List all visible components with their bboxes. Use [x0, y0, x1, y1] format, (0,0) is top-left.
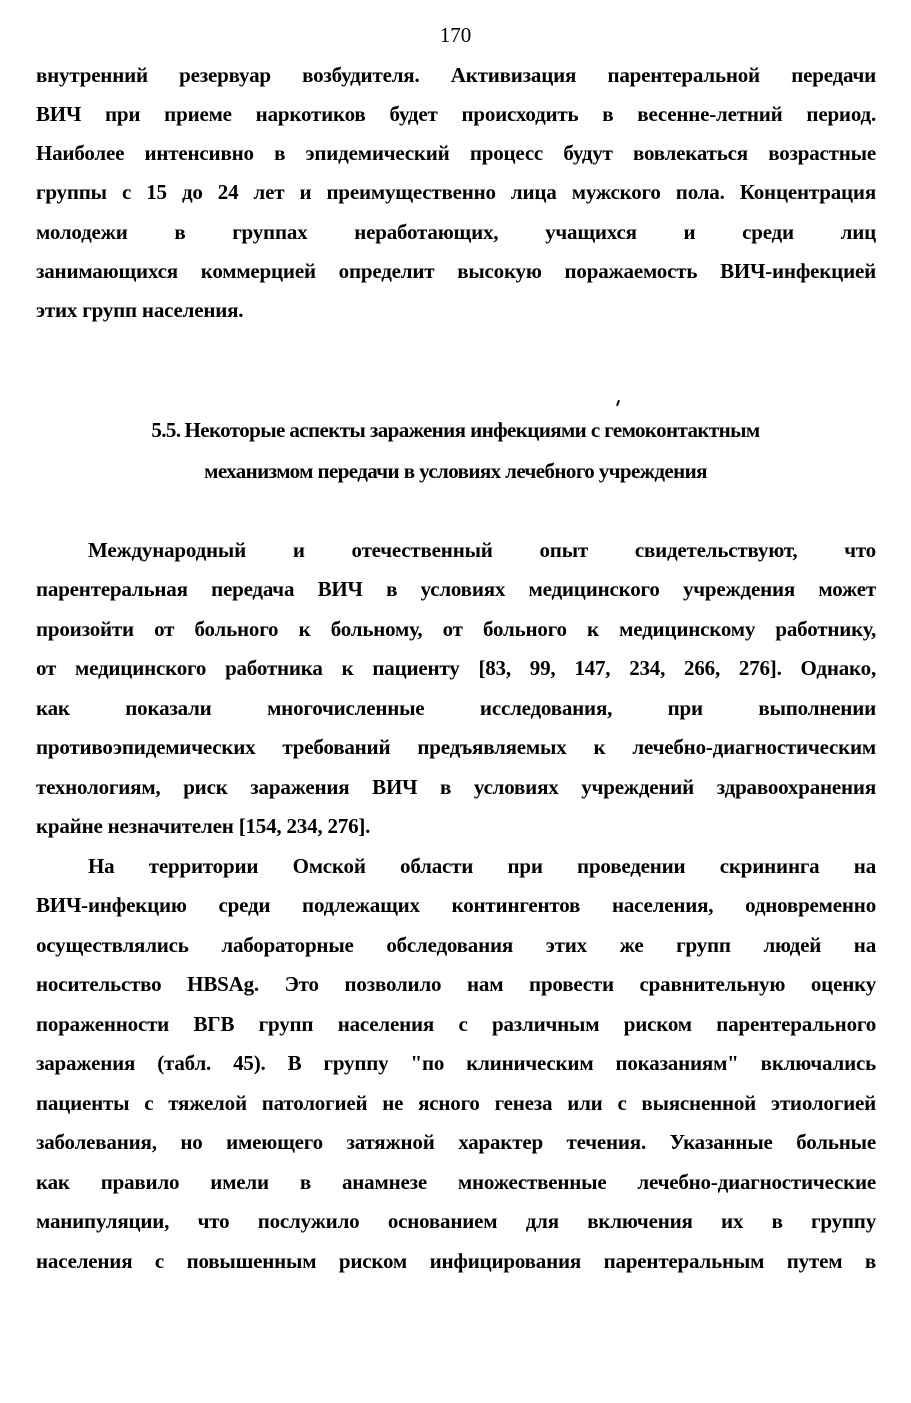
text-line: ВИЧ-инфекцию среди подлежащих контингентов населения, одновременно [36, 893, 876, 917]
text-line: населения с повышенным риском инфицирования парентеральным путем в [36, 1249, 876, 1273]
text-line: внутренний резервуар возбудителя. Активизация парентеральной передачи [36, 63, 876, 87]
page-number: 170 [439, 23, 472, 47]
stray-mark [616, 400, 620, 406]
text-line: занимающихся коммерцией определит высокую поражаемость ВИЧ-инфекцией [36, 259, 876, 283]
text-line: На территории Омской области при проведении скрининга на [88, 854, 876, 878]
text-line: этих групп населения. [36, 298, 244, 322]
text-line: от медицинского работника к пациенту [83, 99, 147, 234, 266, 276]. Однако, [36, 656, 876, 680]
text-line: пациенты с тяжелой патологией не ясного генеза или с выясненной этиологией [36, 1091, 876, 1115]
text-line: заражения (табл. 45). В группу "по клиническим показаниям" включались [36, 1051, 876, 1075]
text-line: Международный и отечественный опыт свидетельствуют, что [88, 538, 876, 562]
text-line: группы с 15 до 24 лет и преимущественно лица мужского пола. Концентрация [36, 180, 876, 204]
text-line: пораженности ВГВ групп населения с различным риском парентерального [36, 1012, 876, 1036]
text-line: Наиболее интенсивно в эпидемический процесс будут вовлекаться возрастные [36, 141, 876, 165]
text-line: носительство HBSAg. Это позволило нам провести сравнительную оценку [36, 972, 876, 996]
text-line: технологиям, риск заражения ВИЧ в условиях учреждений здравоохранения [36, 775, 876, 799]
section-title-line1: Некоторые аспекты заражения инфекциями с гемоконтактным [184, 418, 760, 442]
text-line: молодежи в группах неработающих, учащихся и среди лиц [36, 220, 876, 244]
text-line: произойти от больного к больному, от больного к медицинскому работнику, [36, 617, 876, 641]
text-line: как правило имели в анамнезе множественные лечебно-диагностические [36, 1170, 876, 1194]
text-line: противоэпидемических требований предъявляемых к лечебно-диагностическим [36, 735, 876, 759]
text-line: манипуляции, что послужило основанием для включения их в группу [36, 1209, 876, 1233]
text-line: ВИЧ при приеме наркотиков будет происходить в весенне-летний период. [36, 102, 876, 126]
section-heading [0, 415, 911, 445]
text-line: как показали многочисленные исследования, при выполнении [36, 696, 876, 720]
text-line: осуществлялись лабораторные обследования этих же групп людей на [36, 933, 876, 957]
text-line: заболевания, но имеющего затяжной характер течения. Указанные больные [36, 1130, 876, 1154]
text-line: крайне незначителен [154, 234, 276]. [36, 814, 371, 838]
section-heading-line2: механизмом передачи в условиях лечебного учреждения [204, 459, 707, 483]
section-number: 5.5. [151, 418, 181, 442]
text-line: парентеральная передача ВИЧ в условиях медицинского учреждения может [36, 577, 876, 601]
